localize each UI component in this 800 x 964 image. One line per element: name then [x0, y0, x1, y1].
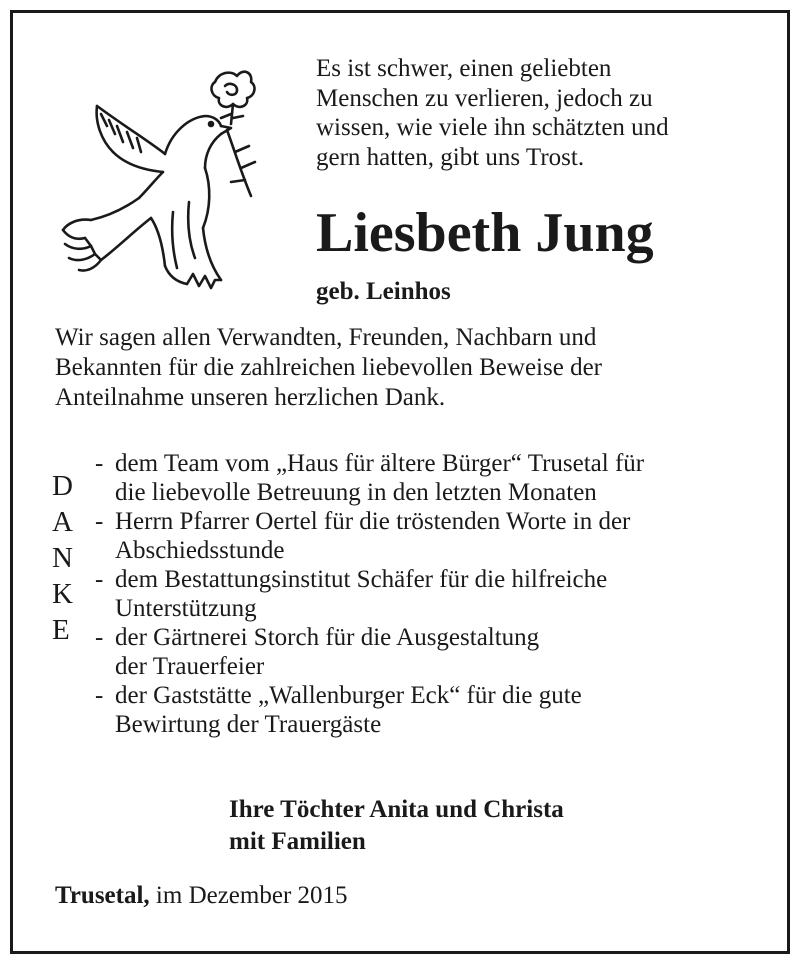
list-item — [95, 681, 775, 739]
danke-letter: K — [52, 578, 73, 610]
list-item — [95, 507, 775, 565]
intro-line: gern hatten, gibt uns Trost. — [316, 143, 585, 171]
list-dash: - — [95, 682, 104, 709]
signature-line: Ihre Töchter Anita und Christa — [229, 796, 564, 823]
danke-letter: D — [52, 470, 73, 502]
list-item — [95, 565, 775, 623]
danke-acrostic — [52, 468, 73, 648]
signature — [229, 794, 564, 858]
date: im Dezember 2015 — [155, 882, 348, 909]
list-item-line: der Gaststätte „Wallenburger Eck“ für die gute — [115, 682, 582, 709]
deceased-name: Liesbeth Jung — [316, 202, 654, 264]
intro-line: Es ist schwer, einen geliebten — [316, 55, 612, 82]
maiden-name: geb. Leinhos — [316, 278, 451, 305]
place: Trusetal, — [55, 882, 150, 909]
list-item — [95, 623, 775, 681]
list-item-line: Abschiedsstunde — [115, 537, 285, 564]
danke-letter: N — [52, 542, 73, 574]
danke-letter: A — [52, 506, 73, 538]
thanks-line: Bekannten für die zahlreichen liebevollen Beweise der — [55, 354, 602, 381]
intro-line: wissen, wie viele ihn schätzten und — [316, 114, 669, 141]
list-item — [95, 449, 775, 507]
list-item-line: Herrn Pfarrer Oertel für die tröstenden Worte in der — [115, 508, 631, 535]
thanks-line: Wir sagen allen Verwandten, Freunden, Nachbarn und — [55, 324, 597, 351]
list-item-line: Unterstützung — [115, 595, 257, 622]
list-item-line: dem Bestattungsinstitut Schäfer für die hilfreiche — [115, 566, 608, 593]
list-item-line: der Gärtnerei Storch für die Ausgestaltung — [115, 624, 540, 651]
place-date — [55, 880, 348, 912]
list-item-line: die liebevolle Betreuung in den letzten Monaten — [115, 479, 597, 506]
intro-quote — [316, 54, 748, 172]
thanks-line: Anteilnahme unseren herzlichen Dank. — [55, 384, 446, 411]
list-dash: - — [95, 508, 104, 535]
danke-list — [95, 449, 775, 739]
danke-letter: E — [52, 614, 70, 646]
dove-with-flower-icon — [55, 62, 270, 294]
list-dash: - — [95, 566, 104, 593]
intro-line: Menschen zu verlieren, jedoch zu — [316, 84, 653, 112]
list-dash: - — [95, 450, 104, 477]
list-item-line: dem Team vom „Haus für ältere Bürger“ Trusetal für — [115, 450, 645, 477]
list-item-line: Bewirtung der Trauergäste — [115, 711, 382, 738]
thanks-paragraph — [55, 323, 747, 413]
list-dash: - — [95, 624, 104, 651]
list-item-line: der Trauerfeier — [115, 653, 265, 680]
signature-line: mit Familien — [229, 828, 366, 855]
